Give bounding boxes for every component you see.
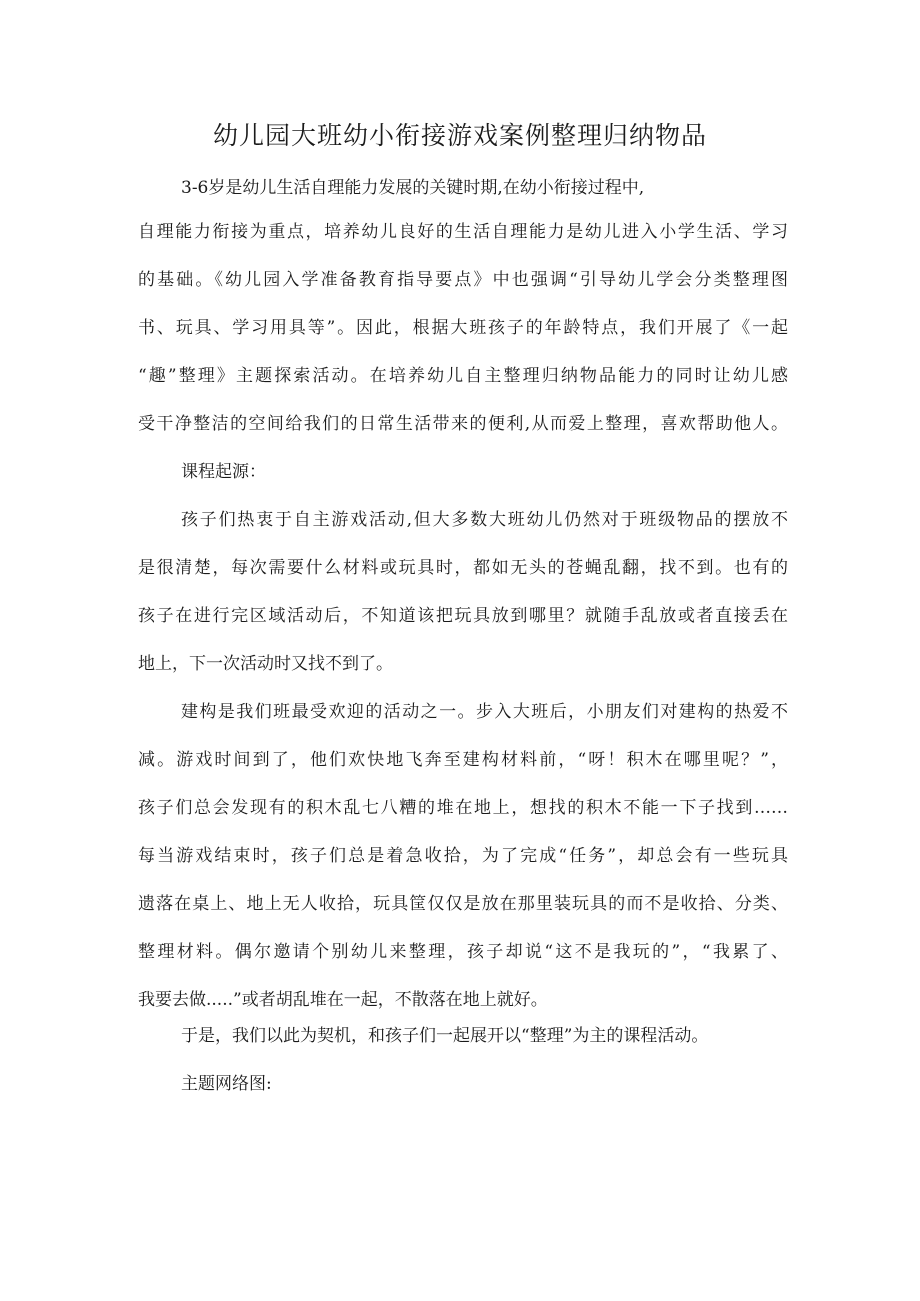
- paragraph-line: 孩子们热衷于自主游戏活动,但大多数大班幼儿仍然对于班级物品的摆放不: [181, 510, 788, 530]
- section-heading: 主题网络图:: [181, 1074, 272, 1094]
- paragraph-line: 每当游戏结束时，孩子们总是着急收拾，为了完成“任务”，却总会有一些玩具: [138, 846, 788, 866]
- paragraph-line: 孩子们总会发现有的积木乱七八糟的堆在地上，想找的积木不能一下子找到……: [138, 798, 788, 818]
- document-title: 幼儿园大班幼小衔接游戏案例整理归纳物品: [212, 121, 707, 150]
- paragraph-line: 建构是我们班最受欢迎的活动之一。步入大班后，小朋友们对建构的热爱不: [181, 702, 788, 722]
- paragraph-line: 是很清楚，每次需要什么材料或玩具时，都如无头的苍蝇乱翻，找不到。也有的: [138, 558, 788, 578]
- paragraph-line: 受干净整洁的空间给我们的日常生活带来的便利,从而爱上整理，喜欢帮助他人。: [138, 414, 788, 434]
- paragraph-line: 遗落在桌上、地上无人收拾，玩具筐仅仅是放在那里装玩具的而不是收拾、分类、: [138, 894, 788, 914]
- paragraph-line: 孩子在进行完区域活动后，不知道该把玩具放到哪里？就随手乱放或者直接丢在: [138, 606, 788, 626]
- paragraph-line: 减。游戏时间到了，他们欢快地飞奔至建构材料前，“呀！积木在哪里呢？”，: [138, 750, 788, 770]
- paragraph-line: 我要去做.....”或者胡乱堆在一起，不散落在地上就好。: [138, 990, 548, 1010]
- paragraph-line: 于是，我们以此为契机，和孩子们一起展开以“整理”为主的课程活动。: [181, 1026, 709, 1046]
- paragraph-line: 自理能力衔接为重点，培养幼儿良好的生活自理能力是幼儿进入小学生活、学习: [138, 222, 788, 242]
- section-heading: 课程起源：: [181, 462, 266, 482]
- paragraph-line: 3-6岁是幼儿生活自理能力发展的关键时期,在幼小衔接过程中,: [181, 178, 645, 198]
- paragraph-line: 地上，下一次活动时又找不到了。: [138, 654, 393, 674]
- paragraph-line: 的基础。《幼儿园入学准备教育指导要点》中也强调“引导幼儿学会分类整理图: [138, 270, 788, 290]
- paragraph-line: 书、玩具、学习用具等”。因此，根据大班孩子的年龄特点，我们开展了《一起: [138, 318, 788, 338]
- paragraph-line: 整理材料。偶尔邀请个别幼儿来整理，孩子却说“这不是我玩的”，“我累了、: [138, 942, 788, 962]
- paragraph-line: “趣”整理》主题探索活动。在培养幼儿自主整理归纳物品能力的同时让幼儿感: [138, 366, 788, 386]
